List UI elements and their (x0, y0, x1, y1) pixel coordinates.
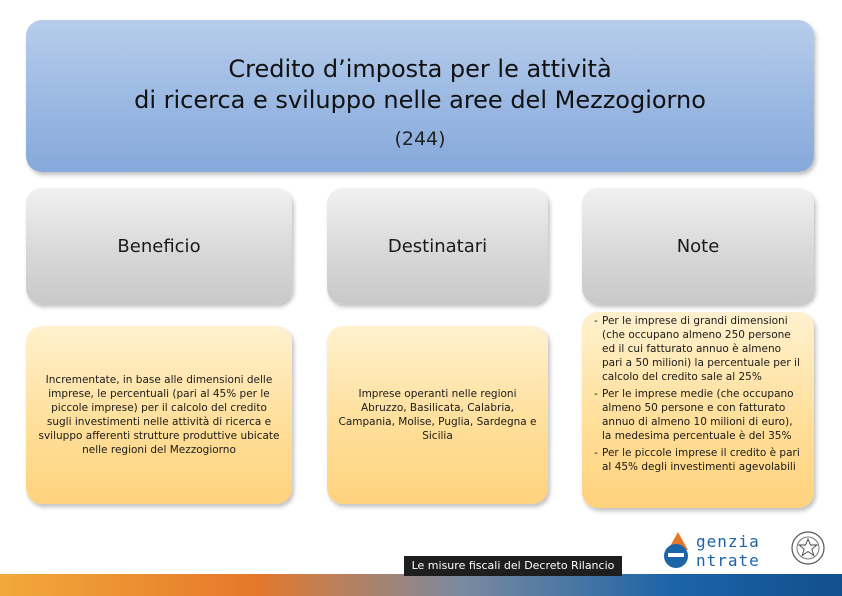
header-destinatari (327, 188, 548, 304)
logo-text-bottom: ntrate (696, 551, 760, 570)
agenzia-entrate-logo (658, 526, 786, 574)
header-note-label: Note (676, 235, 720, 257)
article-number: (244) (394, 128, 446, 150)
list-item: - Per le imprese medie (che occupano almeno 50 persone e con fatturato annuo di almeno 10 milioni di euro), la medesima percentuale è del 35% (594, 388, 794, 442)
header-beneficio (26, 188, 292, 304)
title-box (26, 20, 814, 172)
footer-tagline: Le misure fiscali del Decreto Rilancio (404, 556, 622, 576)
logo-mark-icon (658, 530, 698, 570)
bottom-color-bar (0, 574, 842, 596)
title-line-1: Credito d’imposta per le attività (228, 55, 612, 83)
list-item: - Per le imprese di grandi dimensioni (che occupano almeno 250 persone ed il cui fatturato annuo è almeno pari a 50 milioni) la percentuale per il calcolo del credito sale al 25% (594, 315, 800, 383)
notes-list (590, 314, 802, 474)
body-destinatari-text: Imprese operanti nelle regioni Abruzzo, Basilicata, Calabria, Campania, Molise, Puglia, Sardegna e Sicilia (338, 388, 537, 442)
body-beneficio (26, 326, 292, 504)
list-item: - Per le piccole imprese il credito è pari al 45% degli investimenti agevolabili (594, 447, 800, 473)
header-destinatari-label: Destinatari (387, 235, 488, 257)
body-note (582, 312, 814, 508)
republic-emblem-icon (790, 530, 826, 566)
body-beneficio-text: Incrementate, in base alle dimensioni delle imprese, le percentuali (pari al 45% per le piccole imprese) per il calcolo del credito sugli investimenti nelle attività di ricerca e sviluppo afferenti strutture produttive ubicate nelle regioni del Mezzogiorno (38, 374, 280, 456)
header-beneficio-label: Beneficio (117, 235, 201, 257)
title-line-2: di ricerca e sviluppo nelle aree del Mezzogiorno (134, 86, 706, 114)
logo-text-top: genzia (696, 532, 760, 551)
body-destinatari (327, 326, 548, 504)
header-note (582, 188, 814, 304)
